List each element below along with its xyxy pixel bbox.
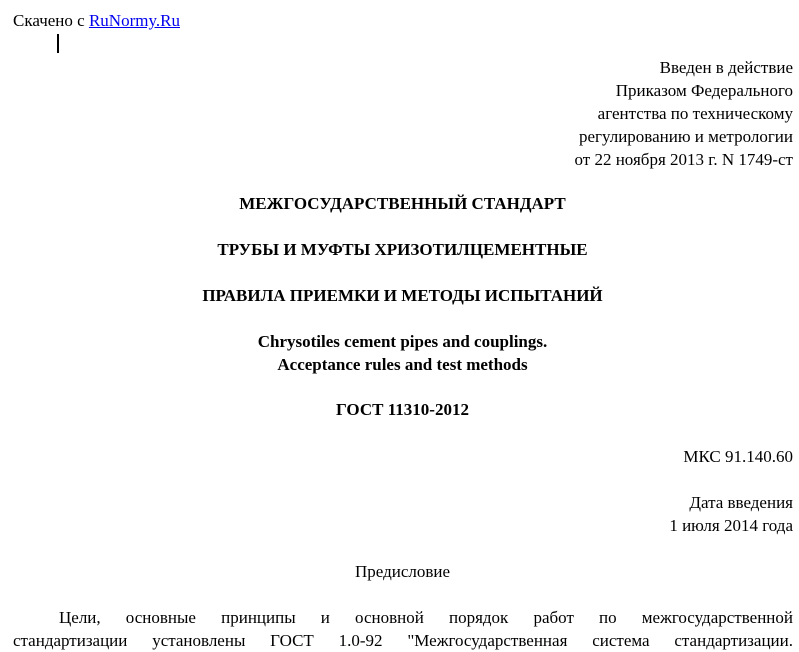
intro-date-block: [669, 491, 793, 537]
source-link[interactable]: RuNormy.Ru: [88, 11, 180, 30]
source-line: [13, 9, 180, 32]
english-title: [0, 330, 799, 376]
paragraph-line: стандартизации установлены ГОСТ 1.0-92 "Межгосударственная система стандартизации.: [13, 631, 793, 650]
intro-date-label: Дата введения: [689, 493, 793, 512]
approval-line: регулированию и метрологии: [578, 127, 793, 146]
standard-code: ГОСТ 11310-2012: [336, 400, 469, 419]
approval-line: Приказом Федерального: [615, 81, 793, 100]
preface-paragraph: [13, 606, 793, 652]
english-title-line: Chrysotiles cement pipes and couplings.: [257, 332, 548, 351]
intro-date-value: 1 июля 2014 года: [669, 516, 793, 535]
approval-line: Введен в действие: [659, 58, 793, 77]
approval-block: [575, 56, 794, 171]
standard-type-heading: МЕЖГОСУДАРСТВЕННЫЙ СТАНДАРТ: [239, 194, 566, 213]
mks-code: МКС 91.140.60: [683, 447, 793, 466]
approval-line: от 22 ноября 2013 г. N 1749-ст: [574, 150, 793, 169]
paragraph-line: Цели, основные принципы и основной порядок работ по межгосударственной: [59, 608, 793, 627]
standard-subtitle: ПРАВИЛА ПРИЕМКИ И МЕТОДЫ ИСПЫТАНИЙ: [202, 286, 603, 305]
text-cursor: [57, 34, 59, 53]
standard-title: ТРУБЫ И МУФТЫ ХРИЗОТИЛЦЕМЕНТНЫЕ: [217, 240, 588, 259]
approval-line: агентства по техническому: [597, 104, 793, 123]
english-title-line: Acceptance rules and test methods: [277, 355, 528, 374]
downloaded-from-label: Скачено с: [13, 11, 89, 30]
preface-heading: Предисловие: [354, 562, 451, 581]
